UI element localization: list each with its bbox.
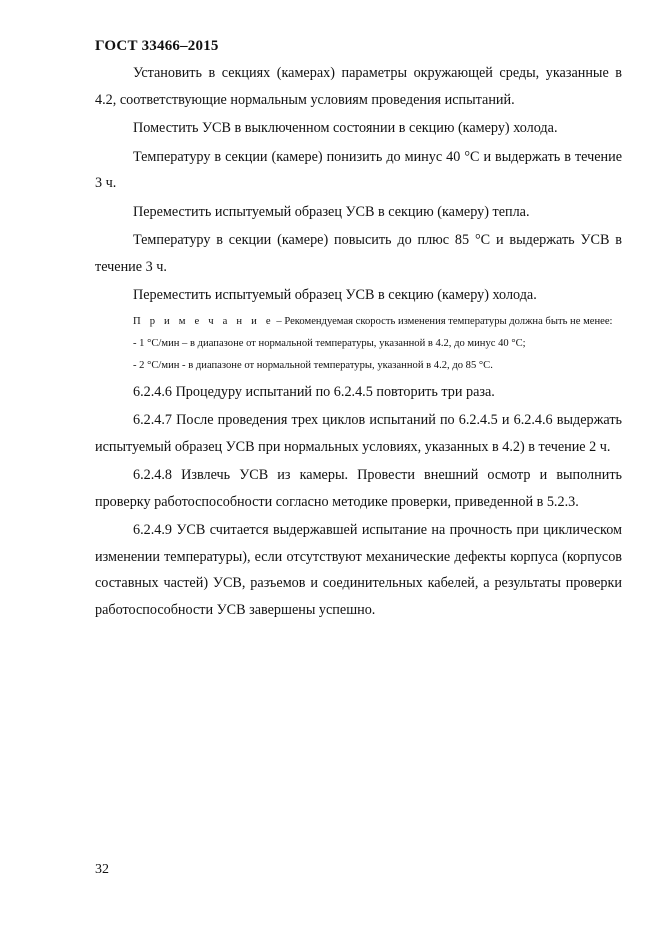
paragraph: Переместить испытуемый образец УСВ в секцию (камеру) холода. xyxy=(133,287,537,303)
document-body xyxy=(95,60,622,623)
note-text: – Рекомендуемая скорость изменения температуры должна быть не менее: xyxy=(273,315,613,327)
paragraph: Поместить УСВ в выключенном состоянии в секцию (камеру) холода. xyxy=(133,120,558,136)
clause: 6.2.4.9 УСВ считается выдержавшей испытание на прочность при циклическом изменении температуры), если отсутствуют механические дефекты корпуса (корпусов составных частей) УСВ, разъемов и соединительных кабелей, а результаты проверки работоспособности УСВ завершены успешно. xyxy=(95,522,622,618)
paragraph: Установить в секциях (камерах) параметры окружающей среды, указанные в 4.2, соответствующие нормальным условиям проведения испытаний. xyxy=(95,65,622,108)
note xyxy=(95,311,622,333)
paragraph: Температуру в секции (камере) понизить до минус 40 °С и выдержать в течение 3 ч. xyxy=(95,148,622,191)
page-number: 32 xyxy=(95,862,109,877)
paragraph: Температуру в секции (камере) повысить до плюс 85 °С и выдержать УСВ в течение 3 ч. xyxy=(95,232,622,275)
clause: 6.2.4.7 После проведения трех циклов испытаний по 6.2.4.5 и 6.2.4.6 выдержать испытуемый образец УСВ при нормальных условиях, указанных в 4.2) в течение 2 ч. xyxy=(95,412,622,455)
note-item: - 2 °С/мин - в диапазоне от нормальной температуры, указанной в 4.2, до 85 °С. xyxy=(133,359,493,371)
paragraph: Переместить испытуемый образец УСВ в секцию (камеру) тепла. xyxy=(133,203,530,220)
clause: 6.2.4.6 Процедуру испытаний по 6.2.4.5 повторить три раза. xyxy=(133,383,495,400)
standard-header: ГОСТ 33466–2015 xyxy=(95,38,219,54)
note-item: - 1 °С/мин – в диапазоне от нормальной температуры, указанной в 4.2, до минус 40 °С; xyxy=(133,337,526,349)
note-label: П р и м е ч а н и е xyxy=(133,315,274,327)
clause: 6.2.4.8 Извлечь УСВ из камеры. Провести внешний осмотр и выполнить проверку работоспособности согласно методике проверки, приведенной в 5.2.3. xyxy=(95,467,622,510)
